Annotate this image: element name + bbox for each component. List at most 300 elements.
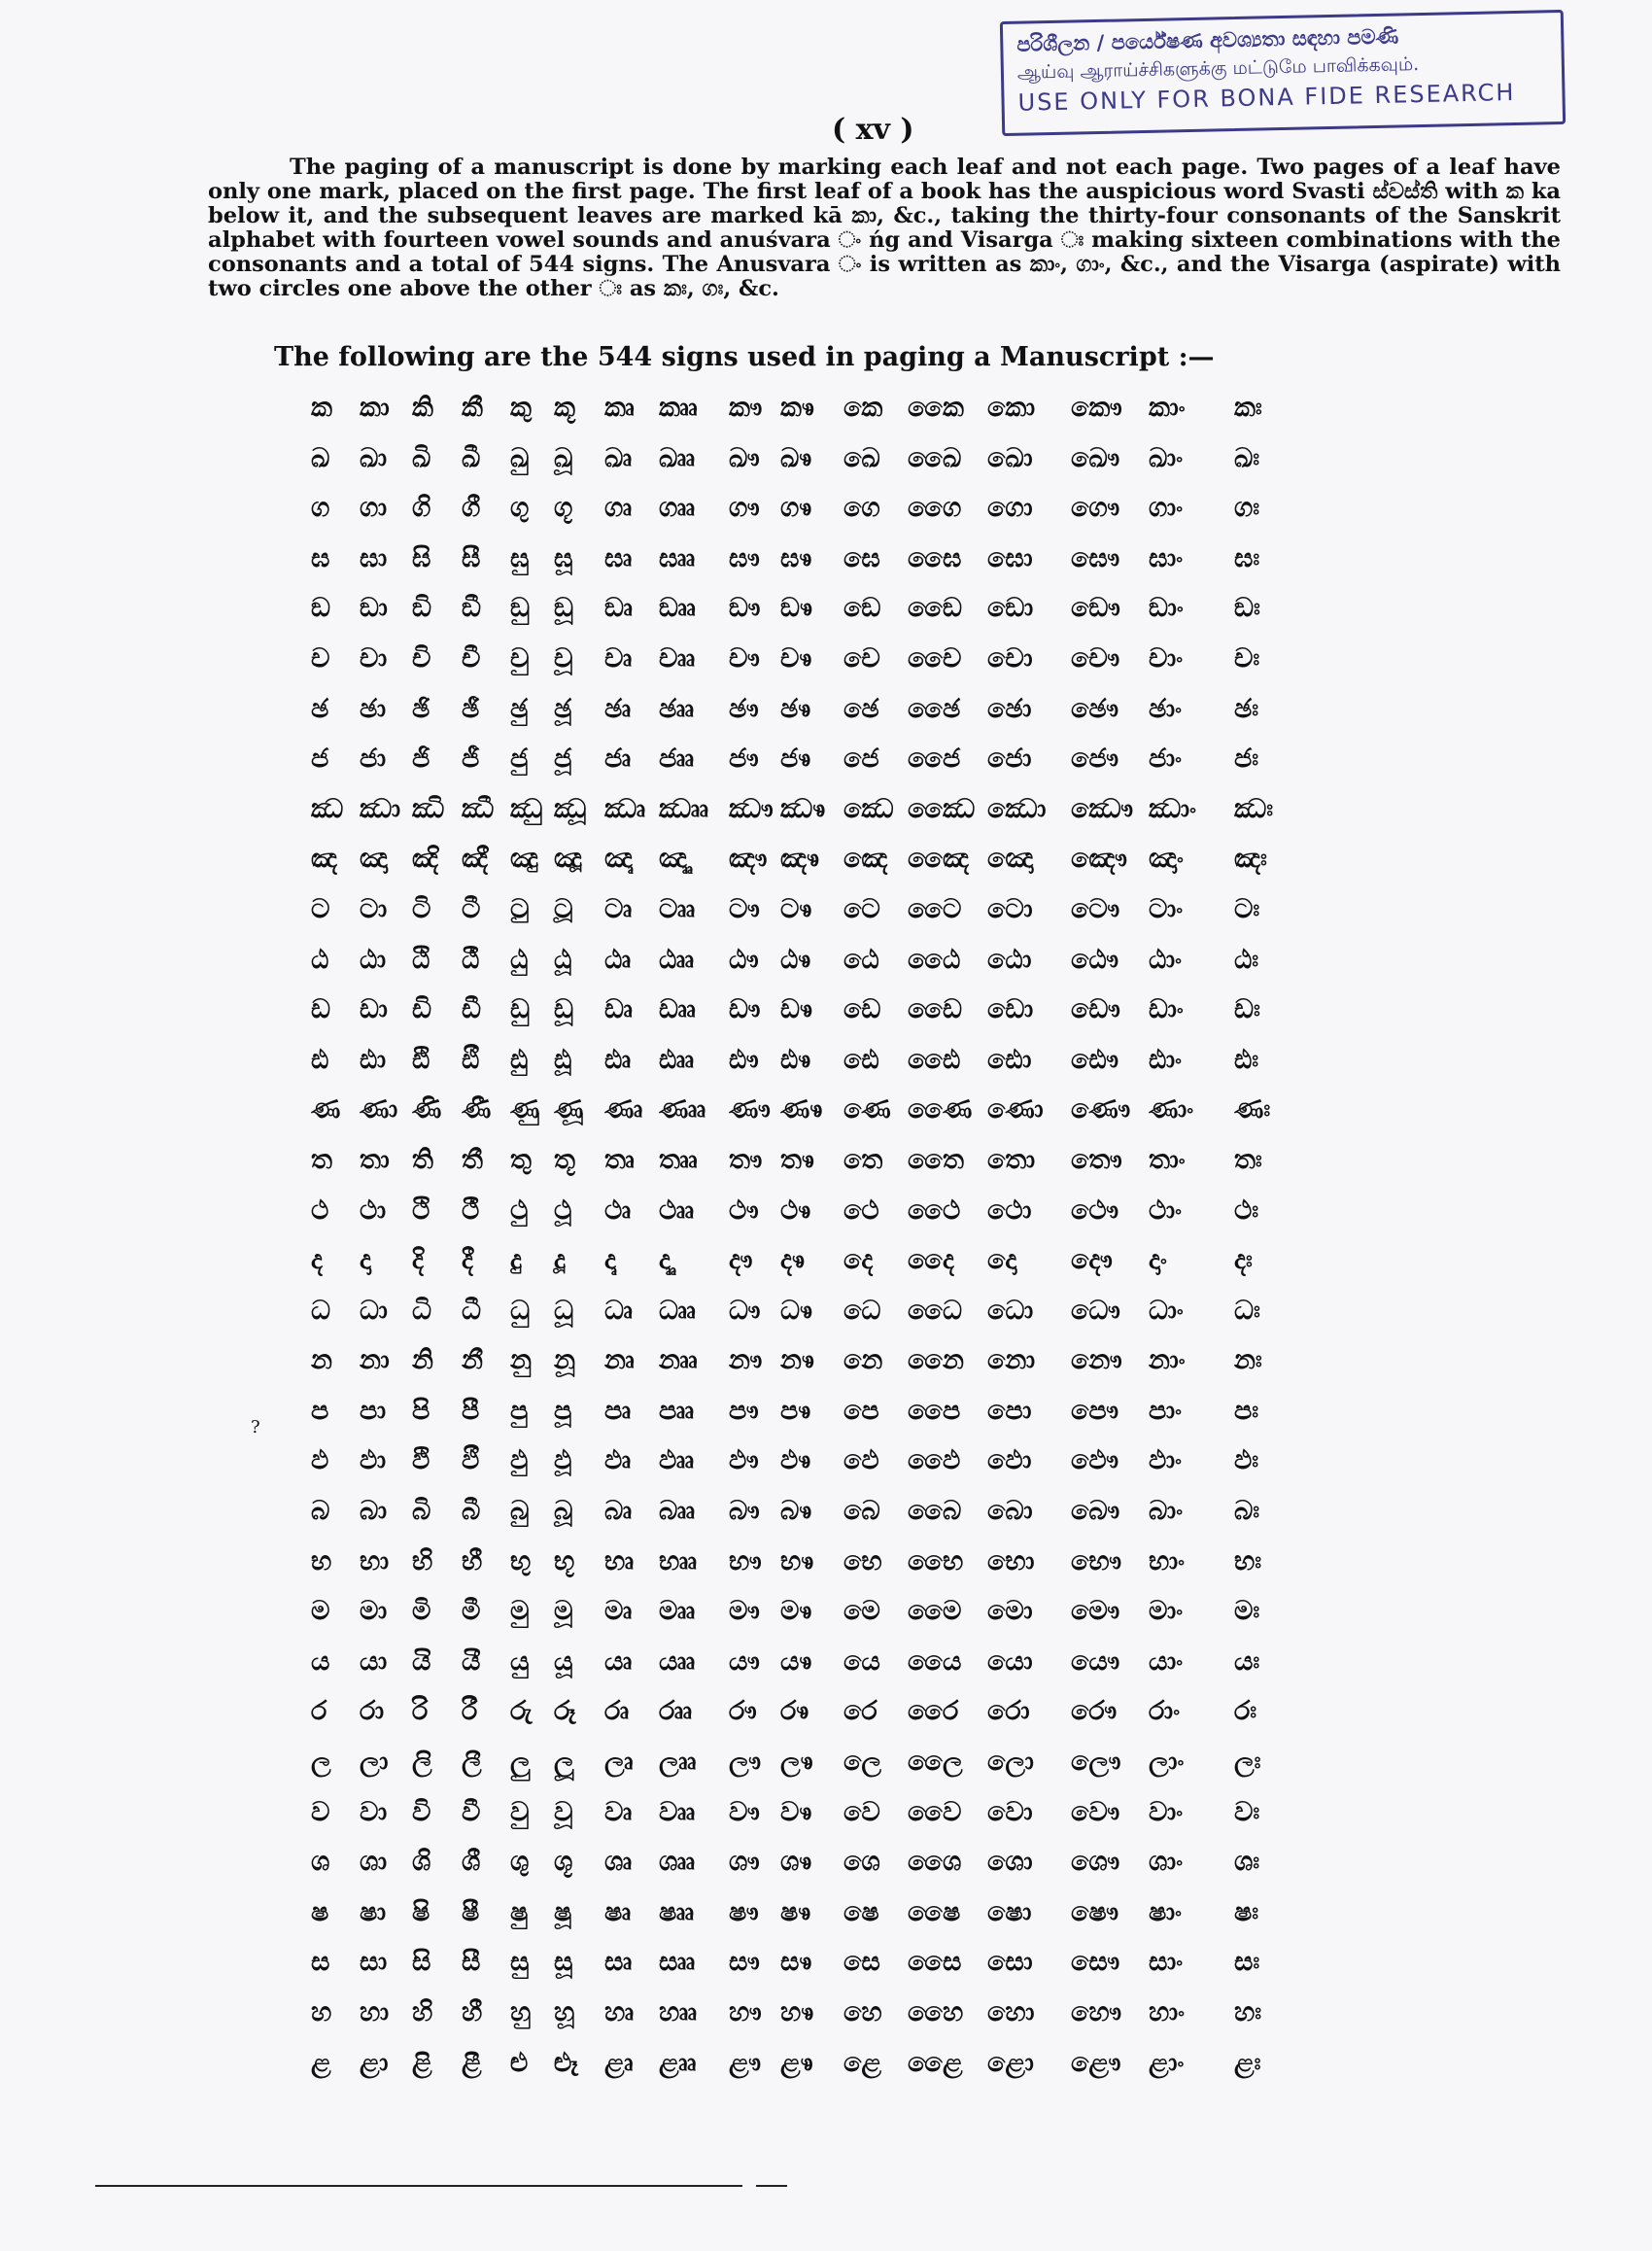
paging-sign: ලෲ bbox=[659, 1747, 697, 1778]
paging-sign: ධෙ bbox=[843, 1295, 881, 1326]
stamp-tamil-text: ஆய்வு ஆராய்ச்சிகளுக்கு மட்டுமே பாவிக்கவும். bbox=[1016, 53, 1420, 84]
paging-sign: ඛෙ bbox=[843, 442, 880, 473]
paging-sign: කි bbox=[412, 393, 433, 423]
paging-sign: ඨො bbox=[987, 944, 1032, 975]
paging-sign: ථා bbox=[360, 1195, 387, 1226]
paging-sign: ථෛ bbox=[908, 1195, 961, 1226]
paging-sign: ණාං bbox=[1149, 1094, 1194, 1126]
paging-sign: සෙ bbox=[843, 1947, 880, 1978]
paging-sign: ඤූ bbox=[554, 844, 582, 875]
paging-sign: ළඃ bbox=[1234, 2047, 1261, 2078]
paging-sign: චාං bbox=[1149, 642, 1184, 674]
paging-sign: ධො bbox=[987, 1295, 1034, 1326]
paging-sign: තෞ bbox=[1071, 1144, 1122, 1175]
paging-sign: යු bbox=[510, 1645, 530, 1677]
paging-sign: ඩෟ bbox=[729, 994, 761, 1025]
paging-sign: ඵූ bbox=[554, 1445, 572, 1476]
paging-sign: ඡාං bbox=[1149, 693, 1183, 724]
paging-sign: ඩාං bbox=[1149, 994, 1184, 1025]
paging-sign: මා bbox=[360, 1596, 388, 1627]
sign-row bbox=[311, 1747, 1477, 1797]
paging-sign: දෛ bbox=[908, 1245, 954, 1276]
sign-row bbox=[311, 1245, 1477, 1296]
paging-sign: ගී bbox=[462, 493, 481, 524]
paging-sign: ජෛ bbox=[908, 744, 961, 775]
paging-sign: ඞෙ bbox=[843, 593, 881, 624]
paging-sign: ඩෲ bbox=[659, 994, 697, 1025]
paging-sign: ජාං bbox=[1149, 744, 1183, 775]
paging-sign: ලෙ bbox=[843, 1747, 881, 1778]
paging-sign: ණී bbox=[462, 1094, 492, 1126]
paging-sign: ධ bbox=[311, 1295, 331, 1326]
marginal-mark: ? bbox=[251, 1417, 260, 1437]
paging-sign: ධු bbox=[510, 1295, 531, 1326]
paging-sign: ඩි bbox=[412, 994, 432, 1025]
paging-sign: ලා bbox=[360, 1747, 389, 1778]
paging-sign: නි bbox=[412, 1345, 433, 1376]
paging-sign: ණෛ bbox=[908, 1094, 973, 1126]
signs-heading: The following are the 544 signs used in paging a Manuscript :— bbox=[274, 342, 1215, 372]
paging-sign: දා bbox=[360, 1245, 371, 1276]
paging-sign: තඃ bbox=[1234, 1144, 1262, 1175]
paging-sign: ඝො bbox=[987, 542, 1033, 573]
paging-sign: ඨෙ bbox=[843, 944, 879, 975]
paging-sign: බෘ bbox=[604, 1496, 633, 1527]
paging-sign: ථෙ bbox=[843, 1195, 879, 1226]
paging-sign: තෘ bbox=[604, 1144, 635, 1175]
paging-sign: මෲ bbox=[659, 1596, 696, 1627]
paging-sign: දී bbox=[462, 1245, 473, 1276]
paging-sign: භඃ bbox=[1234, 1545, 1262, 1576]
paging-sign: ට bbox=[311, 893, 330, 924]
paging-sign: ළෳ bbox=[780, 2047, 813, 2078]
paging-sign: ලෞ bbox=[1071, 1747, 1121, 1778]
paging-sign: කෲ bbox=[659, 393, 699, 423]
paging-sign: ඣෛ bbox=[908, 793, 976, 824]
paging-sign: ථි bbox=[412, 1195, 430, 1226]
paging-sign: ඝෛ bbox=[908, 542, 962, 573]
paging-sign: රී bbox=[462, 1696, 478, 1727]
paging-sign: භෙ bbox=[843, 1545, 882, 1576]
paging-sign: බෟ bbox=[729, 1496, 760, 1527]
paging-sign: චා bbox=[360, 642, 388, 674]
paging-sign: නු bbox=[510, 1345, 532, 1376]
paging-sign: ශෲ bbox=[659, 1847, 696, 1878]
paging-sign: ඩෘ bbox=[604, 994, 633, 1025]
paging-sign: වෙ bbox=[843, 1796, 880, 1827]
paging-sign: ණූ bbox=[554, 1094, 584, 1126]
paging-sign: ගෲ bbox=[659, 493, 696, 524]
paging-sign: නඃ bbox=[1234, 1345, 1262, 1376]
paging-sign: යො bbox=[987, 1645, 1033, 1677]
paging-sign: ගි bbox=[412, 493, 431, 524]
paging-sign: ගෞ bbox=[1071, 493, 1120, 524]
paging-sign: භෞ bbox=[1071, 1545, 1122, 1576]
paging-sign: ඛෛ bbox=[908, 442, 962, 473]
paging-sign: ණඃ bbox=[1234, 1094, 1271, 1126]
sign-row bbox=[311, 1797, 1477, 1848]
paging-sign: දෳ bbox=[780, 1245, 805, 1276]
paging-sign: ළෛ bbox=[908, 2047, 963, 2078]
paging-sign: සෟ bbox=[729, 1947, 760, 1978]
paging-sign: සෛ bbox=[908, 1947, 962, 1978]
paging-sign: ඣා bbox=[360, 793, 401, 824]
paging-sign: ඣි bbox=[412, 793, 445, 824]
paging-sign: ලඃ bbox=[1234, 1747, 1261, 1778]
paging-sign: ඵෙ bbox=[843, 1445, 879, 1476]
paging-sign: කී bbox=[462, 393, 483, 423]
paging-sign: බෳ bbox=[780, 1496, 812, 1527]
paging-sign: ජො bbox=[987, 744, 1032, 775]
paging-sign: ළි bbox=[412, 2047, 432, 2078]
paging-sign: ටො bbox=[987, 893, 1033, 924]
paging-sign: තු bbox=[510, 1144, 532, 1175]
paging-sign: චි bbox=[412, 642, 431, 674]
paging-sign: දඃ bbox=[1234, 1245, 1253, 1276]
paging-sign: ලෳ bbox=[780, 1747, 813, 1778]
sign-row bbox=[311, 543, 1477, 594]
paging-sign: ඞූ bbox=[554, 593, 574, 624]
paging-sign: වා bbox=[360, 1796, 388, 1827]
paging-sign: ජි bbox=[412, 744, 430, 775]
paging-sign: ඝෲ bbox=[659, 542, 696, 573]
paging-sign: ව bbox=[311, 1796, 330, 1827]
paging-sign: ඪෙ bbox=[843, 1044, 879, 1075]
paging-sign: කෞ bbox=[1071, 393, 1122, 423]
paging-sign: හෟ bbox=[729, 1997, 762, 2027]
sign-row bbox=[311, 1195, 1477, 1246]
paging-sign: ඛී bbox=[462, 442, 481, 473]
paging-sign: මෛ bbox=[908, 1596, 962, 1627]
paging-sign: ළාං bbox=[1149, 2047, 1185, 2078]
paging-sign: ෂෟ bbox=[729, 1896, 759, 1927]
paging-sign: චු bbox=[510, 642, 530, 674]
paging-sign: සී bbox=[462, 1947, 481, 1978]
paging-sign: ශෟ bbox=[729, 1847, 760, 1878]
paging-sign: කෙ bbox=[843, 393, 883, 423]
paging-sign: සෲ bbox=[659, 1947, 696, 1978]
paging-sign: භි bbox=[412, 1545, 433, 1576]
paging-sign: තාං bbox=[1149, 1144, 1186, 1175]
paging-sign: ජෞ bbox=[1071, 744, 1119, 775]
paging-sign: ටෲ bbox=[659, 893, 696, 924]
paging-sign: ගෟ bbox=[729, 493, 760, 524]
paging-sign: ඵා bbox=[360, 1445, 387, 1476]
paging-sign: ඣෳ bbox=[780, 793, 826, 824]
paging-sign: කු bbox=[510, 393, 532, 423]
paging-sign: ඤෞ bbox=[1071, 844, 1127, 875]
paging-sign: දෟ bbox=[729, 1245, 753, 1276]
paging-sign: ඪෛ bbox=[908, 1044, 961, 1075]
paging-sign: ටාං bbox=[1149, 893, 1184, 924]
paging-sign: ණෳ bbox=[780, 1094, 823, 1126]
paging-sign: භූ bbox=[554, 1545, 575, 1576]
paging-sign: ඡො bbox=[987, 693, 1032, 724]
paging-sign: ටා bbox=[360, 893, 388, 924]
paging-sign: හෳ bbox=[780, 1997, 814, 2027]
paging-sign: ඝාං bbox=[1149, 542, 1184, 573]
paging-sign: ඝා bbox=[360, 542, 388, 573]
paging-sign: හෛ bbox=[908, 1997, 964, 2027]
paging-sign: චී bbox=[462, 642, 481, 674]
paging-sign: සො bbox=[987, 1947, 1033, 1978]
sign-row bbox=[311, 1646, 1477, 1697]
paging-sign: ගෙ bbox=[843, 493, 880, 524]
paging-sign: ඵෳ bbox=[780, 1445, 811, 1476]
paging-sign: හෞ bbox=[1071, 1997, 1122, 2027]
paging-sign: ඤා bbox=[360, 844, 388, 875]
paging-sign: තෛ bbox=[908, 1144, 964, 1175]
paging-sign: ඛු bbox=[510, 442, 530, 473]
paging-sign: ඝෳ bbox=[780, 542, 812, 573]
paging-sign: ඡෳ bbox=[780, 693, 811, 724]
paging-sign: මු bbox=[510, 1596, 530, 1627]
paging-sign: කෛ bbox=[908, 393, 964, 423]
paging-sign: යෟ bbox=[729, 1645, 760, 1677]
paging-sign: මඃ bbox=[1234, 1596, 1260, 1627]
paging-sign: වෛ bbox=[908, 1796, 962, 1827]
paging-sign: තො bbox=[987, 1144, 1036, 1175]
paging-sign: රෟ bbox=[729, 1696, 757, 1727]
paging-sign: ලෘ bbox=[604, 1747, 634, 1778]
paging-sign: ඣෘ bbox=[604, 793, 646, 824]
paging-sign: ඤාං bbox=[1149, 844, 1184, 875]
paging-sign: ඵෲ bbox=[659, 1445, 695, 1476]
paging-sign: ජෙ bbox=[843, 744, 879, 775]
paging-sign: ණි bbox=[412, 1094, 442, 1126]
paging-sign: සූ bbox=[554, 1947, 573, 1978]
paging-sign: ල bbox=[311, 1747, 331, 1778]
paging-sign: ඞෞ bbox=[1071, 593, 1120, 624]
paging-sign: ඞෛ bbox=[908, 593, 962, 624]
paging-sign: නූ bbox=[554, 1345, 575, 1376]
paging-sign: මෟ bbox=[729, 1596, 760, 1627]
paging-sign: ටඃ bbox=[1234, 893, 1260, 924]
paging-sign: ඛා bbox=[360, 442, 388, 473]
paging-sign: ඛො bbox=[987, 442, 1033, 473]
paging-sign: ලි bbox=[412, 1747, 432, 1778]
paging-sign: ළී bbox=[462, 2047, 482, 2078]
paging-sign: යෞ bbox=[1071, 1645, 1120, 1677]
paging-sign: ති bbox=[412, 1144, 433, 1175]
sign-row bbox=[311, 1897, 1477, 1948]
paging-sign: හී bbox=[462, 1997, 483, 2027]
paging-sign: ඵු bbox=[510, 1445, 529, 1476]
paging-sign: වී bbox=[462, 1796, 481, 1827]
paging-sign: ශී bbox=[462, 1847, 481, 1878]
paging-sign: ධි bbox=[412, 1295, 432, 1326]
paging-sign: ඡෘ bbox=[604, 693, 632, 724]
paging-sign: ඣී bbox=[462, 793, 495, 824]
paging-sign: ඵී bbox=[462, 1445, 480, 1476]
paging-sign: ඣඃ bbox=[1234, 793, 1274, 824]
sign-row bbox=[311, 493, 1477, 543]
paging-sign: ධාං bbox=[1149, 1295, 1184, 1326]
sign-row bbox=[311, 593, 1477, 643]
paging-sign: ඨෳ bbox=[780, 944, 811, 975]
paging-sign: ඪි bbox=[412, 1044, 430, 1075]
paging-sign: ඵි bbox=[412, 1445, 430, 1476]
paging-sign: ෂෛ bbox=[908, 1896, 961, 1927]
paging-sign: කඃ bbox=[1234, 393, 1262, 423]
paging-sign: ඪා bbox=[360, 1044, 387, 1075]
paging-sign: ලූ bbox=[554, 1747, 574, 1778]
paging-sign: ථෞ bbox=[1071, 1195, 1119, 1226]
paging-sign: ධූ bbox=[554, 1295, 574, 1326]
paging-sign: ඤො bbox=[987, 844, 1034, 875]
paging-sign: ළෙ bbox=[843, 2047, 881, 2078]
paging-sign: දාං bbox=[1149, 1245, 1167, 1276]
paging-sign: වූ bbox=[554, 1796, 573, 1827]
paging-sign: ඪු bbox=[510, 1044, 529, 1075]
paging-sign: ණු bbox=[510, 1094, 540, 1126]
paging-sign: දෲ bbox=[659, 1245, 671, 1276]
paging-sign: මෳ bbox=[780, 1596, 812, 1627]
paging-sign: ඤී bbox=[462, 844, 489, 875]
paging-sign: යා bbox=[360, 1645, 388, 1677]
paging-sign: ඨා bbox=[360, 944, 387, 975]
paging-sign: භෲ bbox=[659, 1545, 698, 1576]
paging-sign: ඩූ bbox=[554, 994, 574, 1025]
paging-sign: ඛූ bbox=[554, 442, 573, 473]
paging-sign: ජා bbox=[360, 744, 387, 775]
library-stamp bbox=[1000, 10, 1566, 136]
paging-sign: ථු bbox=[510, 1195, 529, 1226]
paging-sign: ඞාං bbox=[1149, 593, 1184, 624]
paging-sign: ඣෲ bbox=[659, 793, 709, 824]
paging-sign: ඩු bbox=[510, 994, 531, 1025]
paging-sign: ගඃ bbox=[1234, 493, 1260, 524]
paging-sign: ගා bbox=[360, 493, 388, 524]
paging-sign: ෂා bbox=[360, 1896, 387, 1927]
paging-sign: ෂෲ bbox=[659, 1896, 695, 1927]
paging-sign: චඃ bbox=[1234, 642, 1260, 674]
paging-sign: කෟ bbox=[729, 393, 763, 423]
paging-sign: ටි bbox=[412, 893, 431, 924]
paging-sign: පි bbox=[412, 1395, 430, 1426]
sign-row bbox=[311, 1396, 1477, 1446]
paging-sign: ඨඃ bbox=[1234, 944, 1259, 975]
paging-sign: තා bbox=[360, 1144, 390, 1175]
paging-sign: ගො bbox=[987, 493, 1033, 524]
paging-sign: නෛ bbox=[908, 1345, 964, 1376]
paging-sign: ඤෲ bbox=[659, 844, 687, 875]
paging-sign: ශා bbox=[360, 1847, 388, 1878]
paging-sign: ඝි bbox=[412, 542, 431, 573]
paging-sign: ඤඃ bbox=[1234, 844, 1267, 875]
paging-sign: ඡු bbox=[510, 693, 529, 724]
paging-sign: ළූ bbox=[554, 2047, 579, 2078]
paging-sign: වඃ bbox=[1234, 1796, 1260, 1827]
paging-sign: භෳ bbox=[780, 1545, 814, 1576]
paging-sign: ඪූ bbox=[554, 1044, 572, 1075]
paging-sign: යාං bbox=[1149, 1645, 1184, 1677]
paging-sign: ළෞ bbox=[1071, 2047, 1121, 2078]
paging-sign: තෟ bbox=[729, 1144, 763, 1175]
paging-sign: ඪෲ bbox=[659, 1044, 695, 1075]
paging-sign: ඤෛ bbox=[908, 844, 970, 875]
sign-row bbox=[311, 994, 1477, 1045]
paging-sign: ඞෘ bbox=[604, 593, 633, 624]
paging-sign: ඡෙ bbox=[843, 693, 879, 724]
paging-sign: ශූ bbox=[554, 1847, 573, 1878]
paging-sign: වාං bbox=[1149, 1796, 1184, 1827]
paging-sign: හා bbox=[360, 1997, 390, 2027]
paging-sign: තූ bbox=[554, 1144, 575, 1175]
paging-sign: ජෲ bbox=[659, 744, 695, 775]
page-number: ( xv ) bbox=[832, 113, 914, 147]
paging-sign: පෟ bbox=[729, 1395, 759, 1426]
sign-row bbox=[311, 945, 1477, 995]
sign-row bbox=[311, 894, 1477, 945]
sign-row bbox=[311, 1847, 1477, 1897]
paging-sign: ඩෙ bbox=[843, 994, 881, 1025]
paging-sign: බි bbox=[412, 1496, 431, 1527]
paging-sign: භෛ bbox=[908, 1545, 964, 1576]
paging-sign: ඤ bbox=[311, 844, 338, 875]
intro-text: The paging of a manuscript is done by marking each leaf and not each page. Two pages of a leaf have only one mark, placed on the first page. The first leaf of a book has the auspicious word Svasti ස්වස්ති with ක ka below it, and the subsequent leaves are marked kā කා, &c., taking the thirty-four consonants of the Sanskrit alphabet with fourteen vowel sounds and anuśvara ං ńg and Visarga ඃ making sixteen combinations with the consonants and a total of 544 signs. The Anusvara ං is written as කාං, ගාං, &c., and the Visarga (aspirate) with two circles one above the other ඃ as කඃ, ගඃ, &c. bbox=[208, 155, 1561, 301]
paging-sign: හ bbox=[311, 1997, 332, 2027]
paging-sign: බ bbox=[311, 1496, 330, 1527]
paging-sign: මූ bbox=[554, 1596, 573, 1627]
paging-sign: රඃ bbox=[1234, 1696, 1257, 1727]
paging-sign: ෂාං bbox=[1149, 1896, 1183, 1927]
paging-sign: ථාං bbox=[1149, 1195, 1183, 1226]
paging-sign: ඵඃ bbox=[1234, 1445, 1259, 1476]
paging-sign: ඡි bbox=[412, 693, 430, 724]
paging-sign: හඃ bbox=[1234, 1997, 1262, 2027]
paging-sign: ඩො bbox=[987, 994, 1034, 1025]
paging-sign: ඡෲ bbox=[659, 693, 695, 724]
paging-sign: ෂඃ bbox=[1234, 1896, 1259, 1927]
paging-sign: ටෟ bbox=[729, 893, 760, 924]
paging-sign: සු bbox=[510, 1947, 530, 1978]
stamp-english-text: USE ONLY FOR BONA FIDE RESEARCH bbox=[1017, 78, 1516, 117]
paging-sign: ඝඃ bbox=[1234, 542, 1260, 573]
paging-sign: ඝෘ bbox=[604, 542, 633, 573]
paging-sign: ඝූ bbox=[554, 542, 573, 573]
sign-row bbox=[311, 1596, 1477, 1646]
paging-sign: ඣෞ bbox=[1071, 793, 1134, 824]
paging-sign: ඛෟ bbox=[729, 442, 760, 473]
paging-sign: පාං bbox=[1149, 1395, 1183, 1426]
paging-sign: දු bbox=[510, 1245, 522, 1276]
paging-sign: යී bbox=[462, 1645, 481, 1677]
paging-sign: ණෞ bbox=[1071, 1094, 1131, 1126]
paging-sign: ණො bbox=[987, 1094, 1044, 1126]
paging-sign: ෂෳ bbox=[780, 1896, 811, 1927]
paging-sign: වෲ bbox=[659, 1796, 696, 1827]
paging-sign: ඡ bbox=[311, 693, 329, 724]
paging-sign: බූ bbox=[554, 1496, 573, 1527]
sign-row bbox=[311, 694, 1477, 745]
paging-sign: ඡෛ bbox=[908, 693, 961, 724]
paging-sign: ෂෘ bbox=[604, 1896, 632, 1927]
paging-sign: යඃ bbox=[1234, 1645, 1260, 1677]
paging-sign: චෘ bbox=[604, 642, 633, 674]
paging-sign: නාං bbox=[1149, 1345, 1186, 1376]
paging-sign: ටෙ bbox=[843, 893, 880, 924]
paging-sign: ධෳ bbox=[780, 1295, 812, 1326]
paging-sign: වෘ bbox=[604, 1796, 633, 1827]
paging-sign: හි bbox=[412, 1997, 433, 2027]
paging-sign: යූ bbox=[554, 1645, 573, 1677]
paging-sign: ඞ bbox=[311, 593, 331, 624]
paging-sign: පූ bbox=[554, 1395, 572, 1426]
paging-sign: ඤි bbox=[412, 844, 439, 875]
paging-sign: ඛඃ bbox=[1234, 442, 1260, 473]
paging-sign: ශෘ bbox=[604, 1847, 633, 1878]
